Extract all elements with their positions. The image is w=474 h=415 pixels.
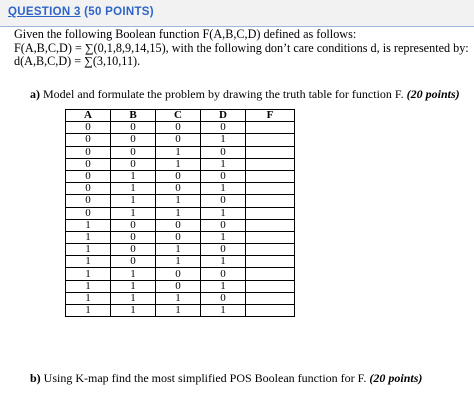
cell-b: 0 xyxy=(111,244,156,256)
cell-a: 0 xyxy=(66,207,111,219)
part-b-prompt xyxy=(30,371,422,386)
truth-table-body xyxy=(66,122,295,317)
cell-f xyxy=(246,183,295,195)
cell-d: 1 xyxy=(201,183,246,195)
cell-f xyxy=(246,219,295,231)
cell-a: 1 xyxy=(66,280,111,292)
cell-b: 0 xyxy=(111,122,156,134)
table-row xyxy=(66,219,295,231)
cell-b: 1 xyxy=(111,183,156,195)
cell-a: 1 xyxy=(66,305,111,317)
cell-d: 1 xyxy=(201,256,246,268)
cell-d: 1 xyxy=(201,134,246,146)
table-row xyxy=(66,305,295,317)
part-a-points: (20 points) xyxy=(406,87,460,101)
cell-c: 1 xyxy=(156,146,201,158)
table-row xyxy=(66,170,295,182)
table-row xyxy=(66,195,295,207)
column-header-a: A xyxy=(66,110,111,122)
cell-f xyxy=(246,146,295,158)
cell-c: 0 xyxy=(156,170,201,182)
question-header-bar xyxy=(0,0,474,27)
cell-d: 1 xyxy=(201,280,246,292)
cell-c: 0 xyxy=(156,134,201,146)
truth-table xyxy=(65,109,295,317)
cell-c: 0 xyxy=(156,280,201,292)
cell-a: 0 xyxy=(66,195,111,207)
cell-d: 0 xyxy=(201,244,246,256)
table-row xyxy=(66,280,295,292)
part-b-text: Using K-map find the most simplified POS Boolean function for F. xyxy=(43,371,367,385)
cell-d: 1 xyxy=(201,207,246,219)
cell-c: 1 xyxy=(156,207,201,219)
table-row xyxy=(66,207,295,219)
table-row xyxy=(66,231,295,243)
cell-f xyxy=(246,280,295,292)
cell-c: 1 xyxy=(156,195,201,207)
column-header-f: F xyxy=(246,110,295,122)
cell-c: 1 xyxy=(156,244,201,256)
truth-table-header-row xyxy=(66,110,295,122)
cell-c: 1 xyxy=(156,158,201,170)
cell-d: 1 xyxy=(201,158,246,170)
points-label: (50 POINTS) xyxy=(84,6,154,18)
cell-b: 1 xyxy=(111,305,156,317)
cell-d: 0 xyxy=(201,195,246,207)
cell-c: 1 xyxy=(156,305,201,317)
table-row xyxy=(66,244,295,256)
cell-f xyxy=(246,195,295,207)
table-row xyxy=(66,122,295,134)
cell-c: 0 xyxy=(156,122,201,134)
part-a-text: Model and formulate the problem by drawing the truth table for function F. xyxy=(43,87,404,101)
cell-d: 1 xyxy=(201,305,246,317)
table-row xyxy=(66,134,295,146)
cell-c: 0 xyxy=(156,231,201,243)
table-row xyxy=(66,183,295,195)
cell-a: 1 xyxy=(66,268,111,280)
cell-a: 0 xyxy=(66,122,111,134)
cell-f xyxy=(246,231,295,243)
cell-f xyxy=(246,134,295,146)
cell-b: 0 xyxy=(111,158,156,170)
cell-c: 0 xyxy=(156,219,201,231)
cell-b: 1 xyxy=(111,280,156,292)
cell-a: 0 xyxy=(66,158,111,170)
cell-a: 1 xyxy=(66,292,111,304)
part-b-label: b) xyxy=(30,371,41,385)
column-header-c: C xyxy=(156,110,201,122)
cell-f xyxy=(246,268,295,280)
cell-f xyxy=(246,122,295,134)
cell-b: 1 xyxy=(111,292,156,304)
cell-b: 1 xyxy=(111,195,156,207)
intro-line-2: F(A,B,C,D) = ∑(0,1,8,9,14,15), with the following don’t care conditions d, is represented by: xyxy=(14,40,469,55)
intro-line-1: Given the following Boolean function F(A,B,C,D) defined as follows: xyxy=(14,27,357,41)
cell-f xyxy=(246,305,295,317)
cell-a: 1 xyxy=(66,231,111,243)
cell-b: 1 xyxy=(111,170,156,182)
cell-f xyxy=(246,170,295,182)
cell-f xyxy=(246,244,295,256)
cell-f xyxy=(246,292,295,304)
table-row xyxy=(66,268,295,280)
cell-b: 0 xyxy=(111,231,156,243)
cell-b: 0 xyxy=(111,134,156,146)
cell-a: 1 xyxy=(66,219,111,231)
cell-b: 0 xyxy=(111,146,156,158)
part-a-prompt xyxy=(30,87,460,102)
cell-a: 1 xyxy=(66,244,111,256)
cell-d: 0 xyxy=(201,146,246,158)
intro-line-3: d(A,B,C,D) = ∑(3,10,11). xyxy=(14,54,141,68)
question-label: QUESTION 3 xyxy=(8,6,81,18)
cell-a: 0 xyxy=(66,170,111,182)
cell-c: 0 xyxy=(156,183,201,195)
question-intro xyxy=(14,28,470,69)
question-title xyxy=(8,6,154,18)
cell-f xyxy=(246,256,295,268)
column-header-b: B xyxy=(111,110,156,122)
table-row xyxy=(66,256,295,268)
cell-a: 0 xyxy=(66,146,111,158)
cell-f xyxy=(246,207,295,219)
cell-d: 0 xyxy=(201,122,246,134)
cell-c: 1 xyxy=(156,292,201,304)
cell-d: 0 xyxy=(201,219,246,231)
cell-c: 0 xyxy=(156,268,201,280)
cell-d: 0 xyxy=(201,170,246,182)
cell-a: 0 xyxy=(66,183,111,195)
cell-b: 0 xyxy=(111,219,156,231)
cell-b: 1 xyxy=(111,268,156,280)
cell-d: 1 xyxy=(201,231,246,243)
table-row xyxy=(66,158,295,170)
cell-c: 1 xyxy=(156,256,201,268)
cell-b: 0 xyxy=(111,256,156,268)
part-b-points: (20 points) xyxy=(369,371,423,385)
part-a-label: a) xyxy=(30,87,40,101)
table-row xyxy=(66,292,295,304)
cell-a: 0 xyxy=(66,134,111,146)
cell-b: 1 xyxy=(111,207,156,219)
cell-d: 0 xyxy=(201,292,246,304)
cell-a: 1 xyxy=(66,256,111,268)
cell-f xyxy=(246,158,295,170)
table-row xyxy=(66,146,295,158)
column-header-d: D xyxy=(201,110,246,122)
cell-d: 0 xyxy=(201,268,246,280)
